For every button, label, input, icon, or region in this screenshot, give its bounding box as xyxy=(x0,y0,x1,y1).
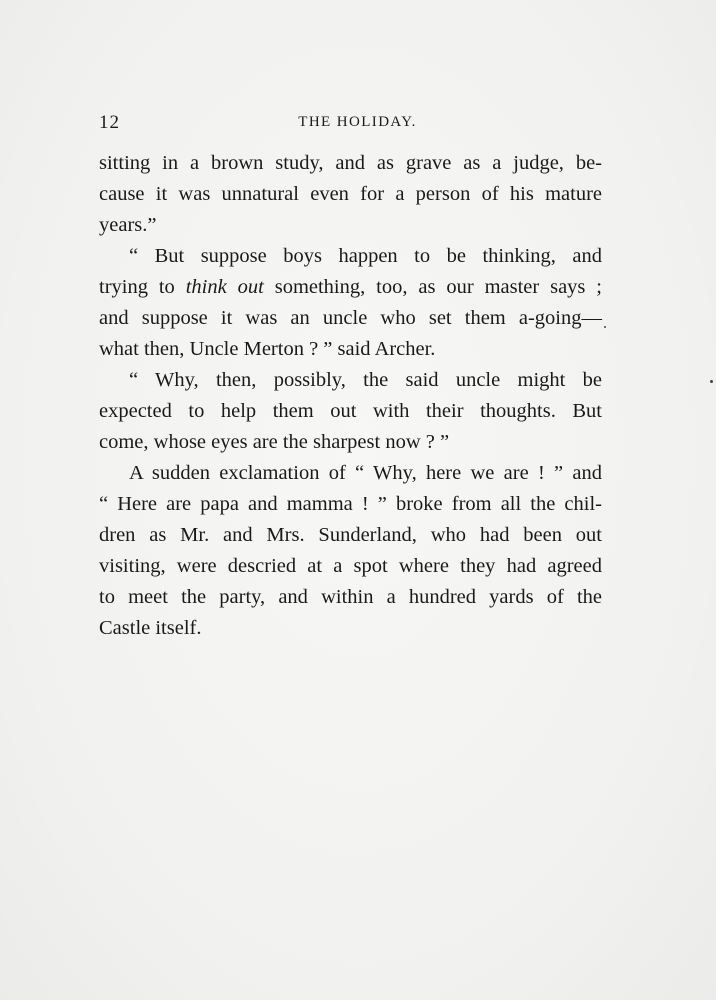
text-line: visiting, were descried at a spot where they had agreed xyxy=(99,555,602,577)
text-line: what then, Uncle Merton ? ” said Archer. xyxy=(99,338,436,360)
italic-phrase: think out xyxy=(185,276,264,298)
body-text xyxy=(99,148,602,644)
text-line: sitting in a brown study, and as grave as a judge, be- xyxy=(99,152,602,174)
paper-speck xyxy=(604,326,606,328)
page-number: 12 xyxy=(99,112,120,133)
text-line: years.” xyxy=(99,214,157,236)
text-line-mixed xyxy=(99,272,602,303)
text-line: A sudden exclamation of “ Why, here we are ! ” and xyxy=(129,462,602,484)
text-line: cause it was unnatural even for a person of his mature xyxy=(99,183,602,205)
running-head xyxy=(99,112,602,134)
paper-speck xyxy=(710,380,713,383)
text-segment: trying to xyxy=(99,276,186,298)
running-title: THE HOLIDAY. xyxy=(298,114,417,130)
text-line: “ Here are papa and mamma ! ” broke from all the chil- xyxy=(99,493,602,515)
text-line: and suppose it was an uncle who set them a-going— xyxy=(99,307,602,329)
text-line: “ Why, then, possibly, the said uncle might be xyxy=(129,369,602,391)
text-line: “ But suppose boys happen to be thinking, and xyxy=(129,245,602,267)
text-line: expected to help them out with their thoughts. But xyxy=(99,400,602,422)
text-line: to meet the party, and within a hundred yards of the xyxy=(99,586,602,608)
text-line: Castle itself. xyxy=(99,617,202,639)
text-line: come, whose eyes are the sharpest now ? ” xyxy=(99,431,450,453)
text-line: dren as Mr. and Mrs. Sunderland, who had been out xyxy=(99,524,602,546)
text-segment: something, too, as our master says ; xyxy=(263,276,603,298)
